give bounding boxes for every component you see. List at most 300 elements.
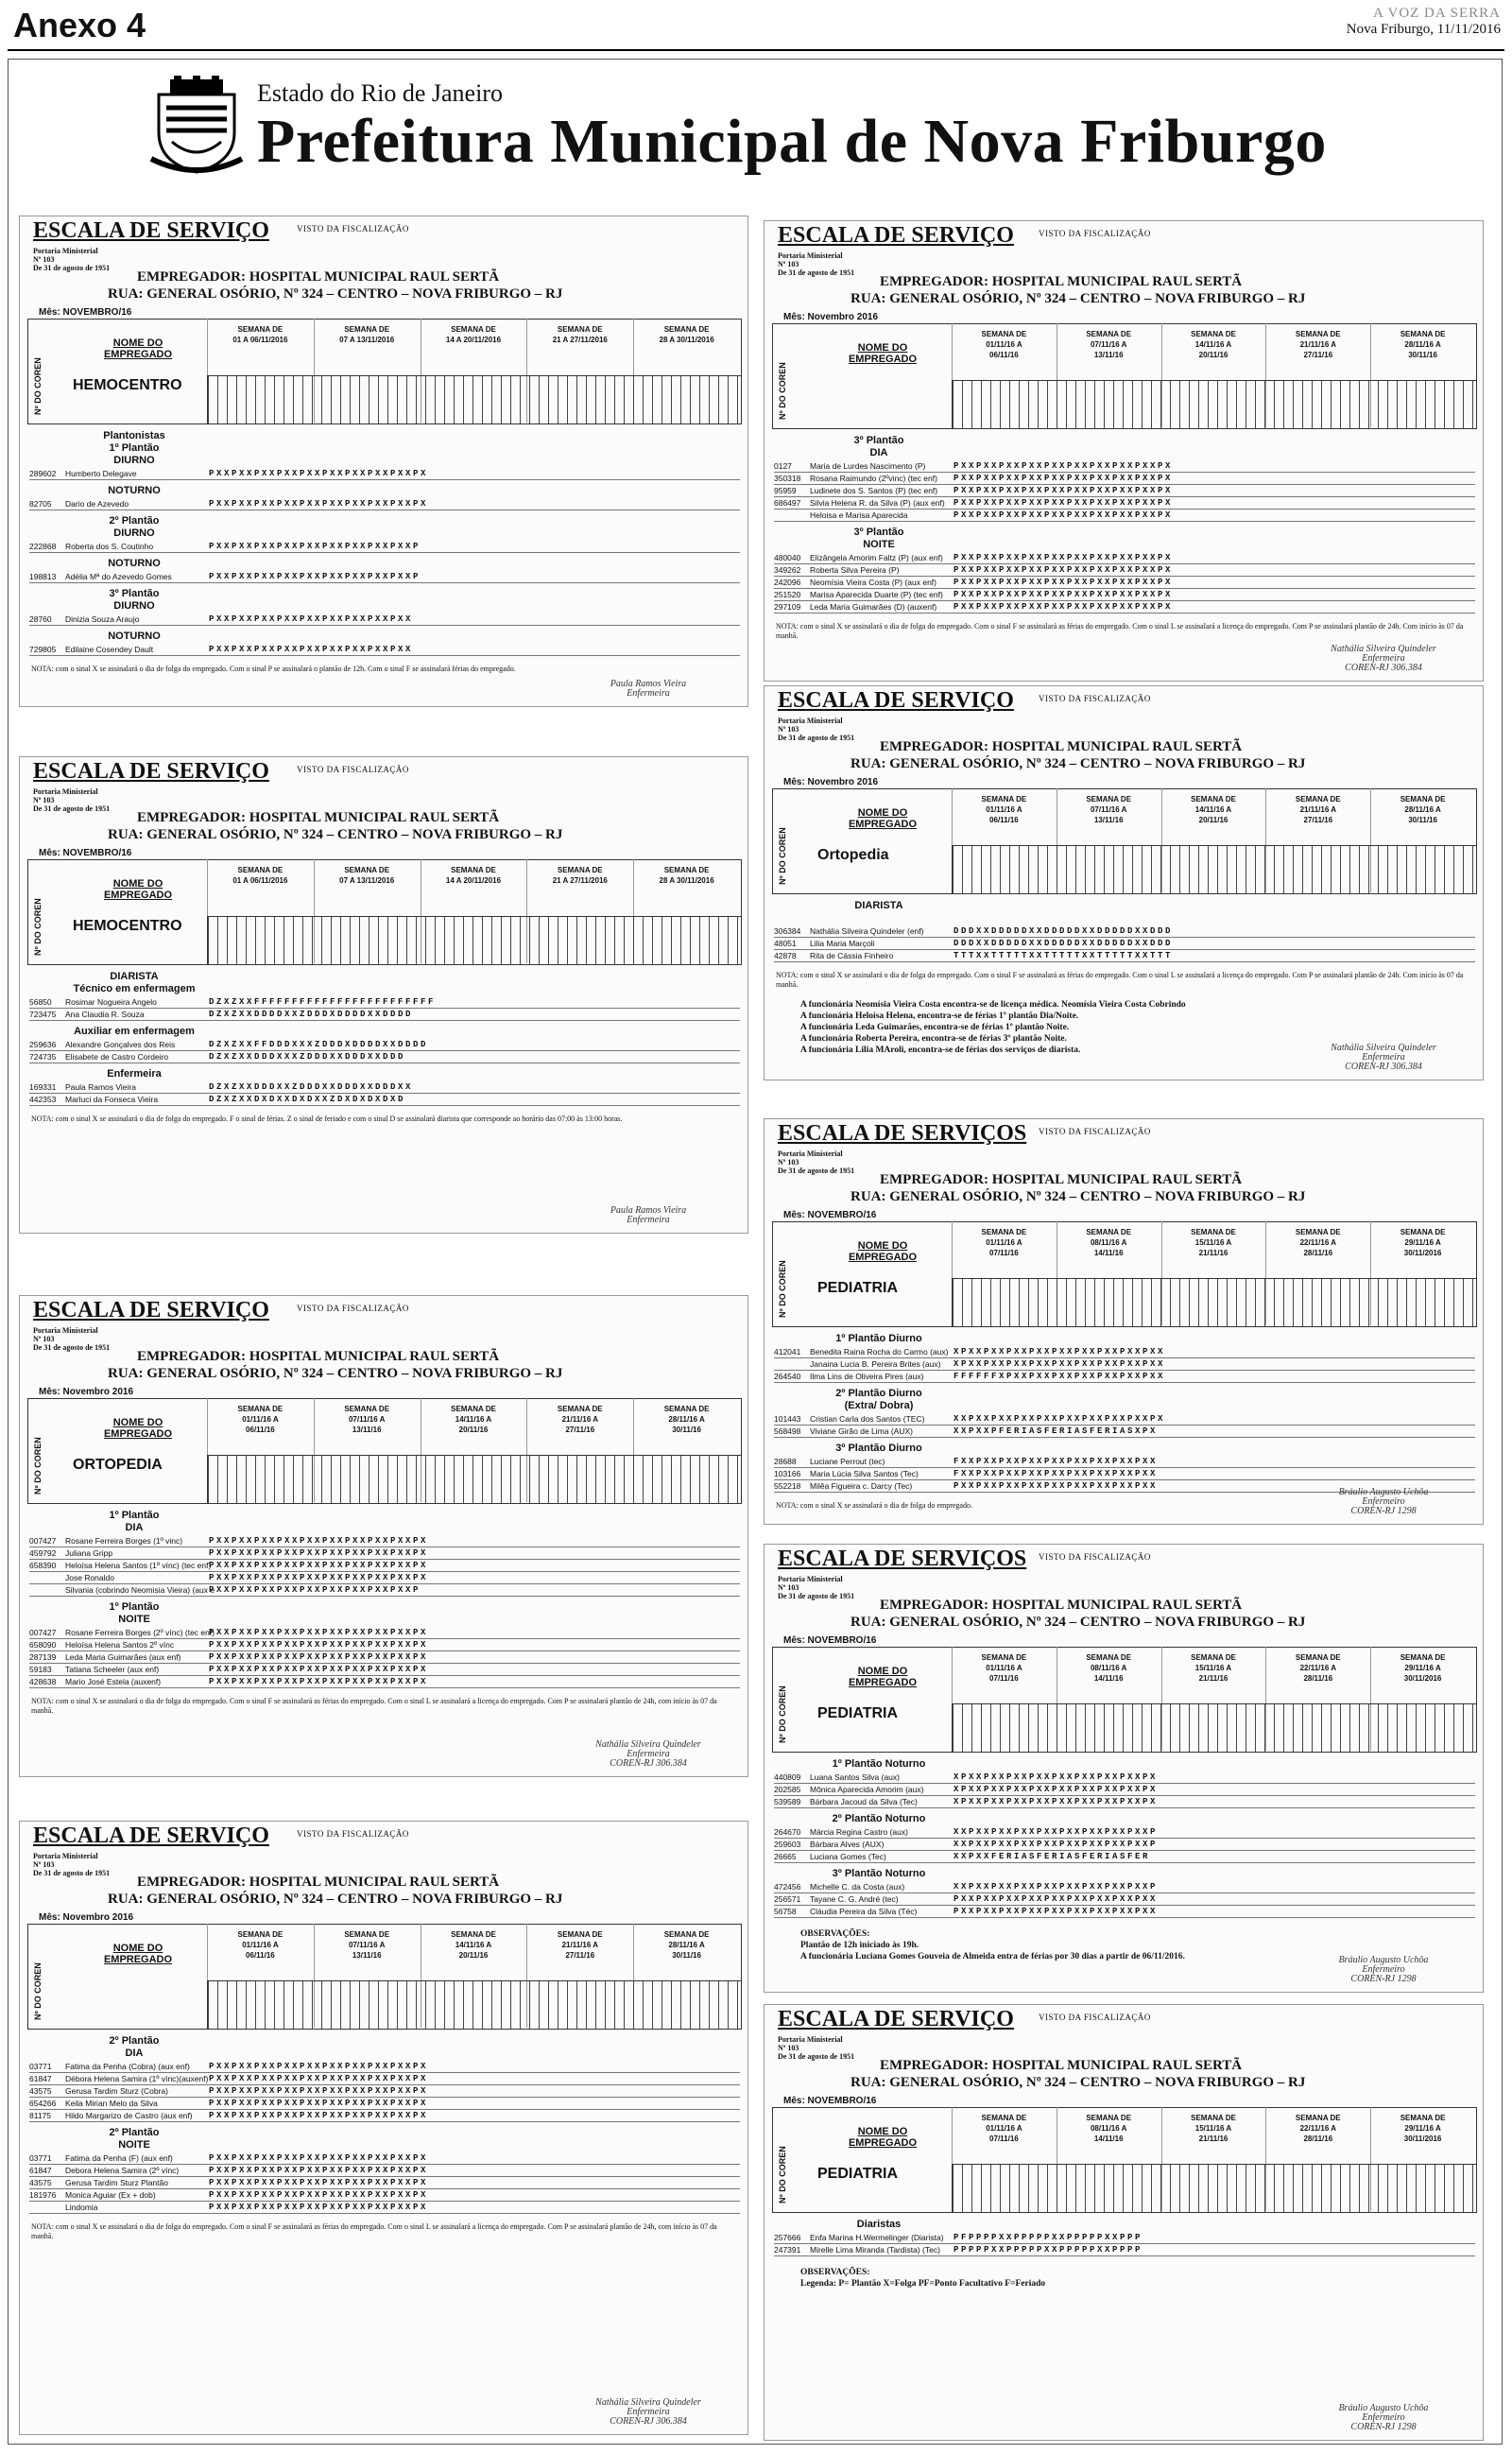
schedule-sheet-hemocentro-plantao bbox=[19, 216, 748, 707]
shift-label: 2º Plantão Noturno bbox=[832, 1813, 926, 1824]
employee-name: Nathália Silveira Quindeler (enf) bbox=[810, 926, 924, 936]
table-row bbox=[29, 2178, 740, 2189]
employee-name: Adélia Mª do Azevedo Gomes bbox=[65, 572, 172, 581]
month-label: Mês: NOVEMBRO/16 bbox=[783, 1635, 877, 1646]
week-header: SEMANA DE 28/11/16 A 30/11/16 bbox=[663, 1405, 710, 1434]
day-header-grid bbox=[952, 2164, 1477, 2213]
table-row bbox=[774, 1772, 1475, 1784]
employee-name: Rita de Cássia Finheiro bbox=[810, 951, 894, 960]
table-row bbox=[29, 499, 740, 510]
schedule-marks: PXXPXXPXXPXXPXXPXXPXXPXXPXXPX bbox=[954, 602, 1174, 612]
coren-number: 259603 bbox=[774, 1840, 801, 1849]
employee-name: Gerusa Tardim Sturz (Cobra) bbox=[65, 2086, 168, 2096]
employee-name-header: NOME DO EMPREGADO bbox=[103, 337, 173, 360]
week-header: SEMANA DE 22/11/16 A 28/11/16 bbox=[1295, 1228, 1341, 1257]
shift-label: 2º Plantão Diurno (Extra/ Dobra) bbox=[835, 1388, 922, 1411]
sheet-title: ESCALA DE SERVIÇO bbox=[33, 218, 269, 243]
schedule-sheet-pediatria-diaristas bbox=[764, 2004, 1484, 2441]
visto-label: VISTO DA FISCALIZAÇÃO bbox=[1039, 1552, 1151, 1562]
employee-name: Maria de Lurdes Nascimento (P) bbox=[810, 461, 926, 471]
visto-label: VISTO DA FISCALIZAÇÃO bbox=[297, 224, 409, 233]
employee-name-header: NOME DO EMPREGADO bbox=[848, 1666, 918, 1688]
schedule-marks: XPXXPXXPXXPXXPXXPXXPXXPXXPXX bbox=[954, 1347, 1166, 1357]
week-header: SEMANA DE 01/11/16 A 06/11/16 bbox=[981, 795, 1027, 824]
department-name: ORTOPEDIA bbox=[73, 1457, 163, 1473]
employee-name: Edilaine Cosendey Dault bbox=[65, 645, 154, 654]
visto-label: VISTO DA FISCALIZAÇÃO bbox=[1039, 694, 1151, 703]
schedule-marks: PXXPXXPXXPXXPXXPXXPXXPXXPXXPX bbox=[954, 590, 1174, 599]
week-header: SEMANA DE 15/11/16 A 21/11/16 bbox=[1191, 1653, 1236, 1683]
month-label: Mês: Novembro 2016 bbox=[783, 312, 879, 322]
week-header: SEMANA DE 07/11/16 A 13/11/16 bbox=[1086, 795, 1132, 824]
schedule-marks: PXXPXXPXXPXXPXXPXXPXXPXXPXXPX bbox=[209, 2203, 429, 2212]
sheet-title: ESCALA DE SERVIÇO bbox=[33, 759, 269, 784]
schedule-sheet-ortopedia-dia bbox=[764, 220, 1484, 682]
table-row bbox=[774, 1359, 1475, 1371]
coren-number: 198813 bbox=[29, 572, 57, 581]
coren-column-label: Nº DO COREN bbox=[778, 1685, 787, 1743]
employee-name: Debora Helena Samira (2º vínc) bbox=[65, 2166, 180, 2175]
table-row bbox=[29, 2203, 740, 2214]
employee-name: Fatima da Penha (F) (aux enf) bbox=[65, 2153, 173, 2163]
schedule-marks: DZXZXXDDDXXXZDDDXXDDDXXDDD bbox=[209, 1052, 406, 1062]
shift-label: 1º Plantão NOITE bbox=[109, 1601, 160, 1625]
schedule-marks: XXPXXPFERIASFERIASFERIASXPX bbox=[954, 1426, 1159, 1436]
employee-name: Alexandre Gonçalves dos Reis bbox=[65, 1040, 176, 1049]
coren-number: 658090 bbox=[29, 1640, 57, 1650]
schedule-marks: XPXXPXXPXXPXXPXXPXXPXXPXXPX bbox=[954, 1797, 1159, 1806]
table-row bbox=[29, 1082, 740, 1094]
table-row bbox=[774, 1457, 1475, 1468]
schedule-marks: PXXPXXPXXPXXPXXPXXPXXPXXPXXPX bbox=[954, 578, 1174, 587]
schedule-marks: PXXPXXPXXPXXPXXPXXPXXPXXPXX bbox=[954, 1894, 1159, 1904]
schedule-marks: FFFFFFXPXXPXXPXXPXXPXXPXXPXX bbox=[954, 1372, 1166, 1381]
schedule-marks: PXXPXXPXXPXXPXXPXXPXXPXXPXXPX bbox=[209, 1665, 429, 1674]
week-header: SEMANA DE 28/11/16 A 30/11/16 bbox=[1400, 330, 1446, 359]
employee-name: Bárbara Jacoud da Silva (Tec) bbox=[810, 1797, 918, 1806]
employee-name: Mônica Aparecida Amorim (aux) bbox=[810, 1785, 924, 1794]
address-line: RUA: GENERAL OSÓRIO, Nº 324 – CENTRO – NOVA FRIBURGO – RJ bbox=[108, 1892, 563, 1907]
employee-name: Silvania (cobrindo Neomisia Vieira) (aux e bbox=[65, 1585, 215, 1595]
schedule-marks: PXXPXXPXXPXXPXXPXXPXXPXXPXXPX bbox=[954, 461, 1174, 471]
week-header: SEMANA DE 07/11/16 A 13/11/16 bbox=[344, 1405, 390, 1434]
portaria-text: Portaria Ministerial Nº 103 De 31 de agosto de 1951 bbox=[778, 717, 855, 742]
schedule-marks: DDDXXDDDDDXXDDDDDXXDDDDDXXDDD bbox=[954, 939, 1174, 948]
month-label: Mês: NOVEMBRO/16 bbox=[39, 307, 132, 318]
employee-name: Janaina Lucia B. Pereira Brites (aux) bbox=[810, 1359, 941, 1369]
coren-number: 48051 bbox=[774, 939, 797, 948]
table-row bbox=[29, 1040, 740, 1051]
schedule-marks: PXXPXXPXXPXXPXXPXXPXXPXXPXXPX bbox=[209, 2086, 429, 2096]
coren-number: 61847 bbox=[29, 2166, 52, 2175]
week-header: SEMANA DE 01/11/16 A 06/11/16 bbox=[237, 1930, 284, 1960]
sheet-title: ESCALA DE SERVIÇO bbox=[778, 688, 1014, 713]
table-row bbox=[774, 1347, 1475, 1358]
sheet-title: ESCALA DE SERVIÇO bbox=[33, 1298, 269, 1322]
publication-date: Nova Friburgo, 11/11/2016 bbox=[1346, 22, 1501, 37]
day-header-grid bbox=[207, 1980, 742, 2030]
table-row bbox=[29, 614, 740, 626]
schedule-marks: PXXPXXPXXPXXPXXPXXPXXPXXPXXPX bbox=[209, 1548, 429, 1558]
schedule-marks: PXXPXXPXXPXXPXXPXXPXXPXXPXXPX bbox=[209, 2111, 429, 2120]
schedule-marks: PXXPXXPXXPXXPXXPXXPXXPXXPXXPX bbox=[209, 2153, 429, 2163]
table-row bbox=[29, 469, 740, 480]
employee-name: Paula Ramos Vieira bbox=[65, 1082, 136, 1092]
coren-column-label: Nº DO COREN bbox=[778, 362, 787, 420]
schedule-marks: PXXPXXPXXPXXPXXPXXPXXPXXPXXPX bbox=[209, 1652, 429, 1662]
schedule-marks: PXXPXXPXXPXXPXXPXXPXXPXXPXXPX bbox=[209, 2099, 429, 2108]
employee-name: Heloísa Helena Santos (1º vínc) (tec enf) bbox=[65, 1561, 212, 1570]
week-header: SEMANA DE 14/11/16 A 20/11/16 bbox=[451, 1405, 496, 1434]
footnote: NOTA: com o sinal X se assinalará o dia de folga do empregado. Com o sinal P se assinalará o plantão de 12h. Com o sinal F se assinalará férias do empregado. bbox=[31, 665, 516, 673]
table-row bbox=[29, 1573, 740, 1584]
department-name: PEDIATRIA bbox=[817, 1280, 899, 1296]
coren-number: 251520 bbox=[774, 590, 801, 599]
week-header: SEMANA DE 01 A 06/11/2016 bbox=[232, 325, 288, 344]
state-name: Estado do Rio de Janeiro bbox=[257, 79, 503, 107]
schedule-marks: XXPXXPXXPXXPXXPXXPXXPXXPXXP bbox=[954, 1840, 1159, 1849]
week-header: SEMANA DE 01/11/16 A 07/11/16 bbox=[981, 2114, 1027, 2143]
sheet-title: ESCALA DE SERVIÇO bbox=[778, 2007, 1014, 2031]
employee-name: Rosana Raimundo (2ºvinc) (tec enf) bbox=[810, 474, 937, 483]
visto-label: VISTO DA FISCALIZAÇÃO bbox=[1039, 2013, 1151, 2022]
employee-name: Enfa Marina H.Wermelinger (Diarista) bbox=[810, 2233, 944, 2242]
week-header: SEMANA DE 21/11/16 A 27/11/16 bbox=[1295, 795, 1341, 824]
schedule-marks: PXXPXXPXXPXXPXXPXXPXXPXXPXX bbox=[209, 614, 414, 624]
signature-stamp: Nathália Silveira Quindeler Enfermeira COREN-RJ 306.384 bbox=[1331, 1043, 1436, 1072]
week-header: SEMANA DE 08/11/16 A 14/11/16 bbox=[1086, 1653, 1132, 1683]
employee-name: Cristian Carla dos Santos (TEC) bbox=[810, 1414, 925, 1424]
coren-number: 686497 bbox=[774, 498, 801, 508]
schedule-marks: PXXPXXPXXPXXPXXPXXPXXPXXPXXPX bbox=[209, 2166, 429, 2175]
coren-number: 724735 bbox=[29, 1052, 57, 1062]
table-row bbox=[774, 1852, 1475, 1863]
observations: A funcionária Neomísia Vieira Costa encontra-se de licença médica. Neomísia Vieira Costa Cobrindo A funcionária Heloísa Helena, encontra-se de férias 1º plantão Dia/Noite. A funcionária Leda Guimarães, encontra-se de férias 1º plantão Noite. A funcionária Roberta Pereira, encontra-se de férias 3º plantão Noite. A funcionária Lilia MAroli, encontra-se de férias dos serviços de diarista. bbox=[800, 1000, 1186, 1055]
schedule-marks: DZXZXXDDDXXZDDDXXDDDXXDDDXX bbox=[209, 1082, 414, 1092]
employee-name: Maria Lúcia Silva Santos (Tec) bbox=[810, 1469, 919, 1478]
schedule-sheet-hemocentro-diarista bbox=[19, 756, 748, 1234]
sheet-title: ESCALA DE SERVIÇO bbox=[778, 223, 1014, 248]
schedule-marks: PXXPXXPXXPXXPXXPXXPXXPXXPXXPX bbox=[209, 1640, 429, 1650]
table-row bbox=[29, 1010, 740, 1021]
footnote: NOTA: com o sinal X se assinalará o dia de folga do empregado. Com o sinal F se assinalará as férias do empregado. Com o sinal L se assinalará a licença do empregado. Com P se assinalará plantão de 24h, com início às 07 da manhã. bbox=[31, 2222, 717, 2240]
table-row bbox=[29, 645, 740, 656]
schedule-marks: PXXPXXPXXPXXPXXPXXPXXPXXPXXPX bbox=[954, 510, 1174, 520]
employee-name: Michelle C. da Costa (aux) bbox=[810, 1882, 905, 1892]
coren-number: 306384 bbox=[774, 926, 801, 936]
table-row bbox=[29, 1665, 740, 1676]
address-line: RUA: GENERAL OSÓRIO, Nº 324 – CENTRO – NOVA FRIBURGO – RJ bbox=[850, 2075, 1306, 2090]
employer-line: EMPREGADOR: HOSPITAL MUNICIPAL RAUL SERTÃ bbox=[880, 739, 1243, 754]
table-row bbox=[774, 590, 1475, 601]
coren-number: 654266 bbox=[29, 2099, 57, 2108]
table-row bbox=[774, 1469, 1475, 1480]
footnote: NOTA: com o sinal X se assinalará o dia de folga do empregado. Com o sinal F se assinalará as férias do empregado. Com o sinal L se assinalará a licença do empregado. Com P se assinalará plantão de 24h. Com início às 07 da manhã. bbox=[776, 971, 1464, 989]
schedule-marks: PXXPXXPXXPXXPXXPXXPXXPXXPXXPX bbox=[209, 1561, 429, 1570]
week-header: SEMANA DE 28 A 30/11/2016 bbox=[659, 866, 714, 885]
schedule-marks: DDDXXDDDDDXXDDDDDXXDDDDDXXDDD bbox=[954, 926, 1174, 936]
table-row bbox=[774, 2245, 1475, 2256]
coren-number: 440809 bbox=[774, 1772, 801, 1782]
coren-number: 552218 bbox=[774, 1481, 801, 1491]
coren-number: 247391 bbox=[774, 2245, 801, 2255]
shift-label: 3º Plantão Noturno bbox=[832, 1868, 926, 1879]
employee-name-header: NOME DO EMPREGADO bbox=[848, 2126, 918, 2149]
signature-stamp: Bráulio Augusto Uchôa Enfermeiro COREN-RJ 1298 bbox=[1338, 1955, 1429, 1984]
week-header: SEMANA DE 29/11/16 A 30/11/2016 bbox=[1400, 2114, 1446, 2143]
coren-number: 61847 bbox=[29, 2074, 52, 2083]
day-header-grid bbox=[207, 375, 742, 424]
sheet-title: ESCALA DE SERVIÇOS bbox=[778, 1547, 1027, 1571]
shift-label: Auxiliar em enfermagem bbox=[74, 1026, 195, 1037]
week-header: SEMANA DE 07/11/16 A 13/11/16 bbox=[1086, 330, 1132, 359]
week-header: SEMANA DE 21/11/16 A 27/11/16 bbox=[557, 1930, 603, 1960]
employee-name: Humberto Delegave bbox=[65, 469, 137, 478]
employee-name: Monica Aguiar (Ex + dob) bbox=[65, 2190, 156, 2200]
employee-name: Juliana Gripp bbox=[65, 1548, 113, 1558]
table-row bbox=[774, 1827, 1475, 1839]
coren-number: 103166 bbox=[774, 1469, 801, 1478]
employee-name: Rosimar Nogueira Angelo bbox=[65, 997, 157, 1007]
shift-label: NOTURNO bbox=[108, 485, 161, 496]
schedule-marks: DZXZXXDDDDXXZDDDXDDDDXXDDDD bbox=[209, 1010, 414, 1019]
week-header: SEMANA DE 28/11/16 A 30/11/16 bbox=[663, 1930, 710, 1960]
table-row bbox=[29, 2074, 740, 2085]
schedule-marks: DZXZXXFFFFFFFFFFFFFFFFFFFFFFFF bbox=[209, 997, 437, 1007]
observations: OBSERVAÇÕES: Legenda: P= Plantão X=Folga PF=Ponto Facultativo F=Feriado bbox=[800, 2268, 1046, 2289]
employee-name: Bárbara Alves (AUX) bbox=[810, 1840, 885, 1849]
table-row bbox=[774, 474, 1475, 485]
schedule-marks: FXXPXXPXXPXXPXXPXXPXXPXXPXX bbox=[954, 1457, 1159, 1466]
coren-number: 539589 bbox=[774, 1797, 801, 1806]
week-header: SEMANA DE 01/11/16 A 06/11/16 bbox=[237, 1405, 284, 1434]
coren-number: 03771 bbox=[29, 2062, 52, 2071]
employee-name: Ilma Lins de Oliveira Pires (aux) bbox=[810, 1372, 924, 1381]
employee-name: Dinizia Souza Araujo bbox=[65, 614, 140, 624]
sub-heading: DIARISTA bbox=[854, 900, 903, 911]
coren-number: 350318 bbox=[774, 474, 801, 483]
coren-number: 59183 bbox=[29, 1665, 52, 1674]
month-label: Mês: NOVEMBRO/16 bbox=[783, 2096, 877, 2106]
footnote: NOTA: com o sinal X se assinalará o dia de folga do empregado. Com o sinal F se assinalará as férias do empregado. Com o sinal L se assinalará a licença do empregado. Com P se assinalará plantão de 24h, com início às 07 da manhã. bbox=[31, 1697, 717, 1715]
page-header bbox=[0, 0, 1512, 49]
table-row bbox=[29, 1640, 740, 1651]
shift-label: NOTURNO bbox=[108, 558, 161, 569]
schedule-marks: PXXPXXPXXPXXPXXPXXPXXPXXPXXPX bbox=[209, 1628, 429, 1637]
schedule-marks: XPXXPXXPXXPXXPXXPXXPXXPXXPXX bbox=[954, 1359, 1166, 1369]
coren-column-label: Nº DO COREN bbox=[778, 1260, 787, 1318]
coren-column-label: Nº DO COREN bbox=[33, 1437, 43, 1495]
month-label: Mês: Novembro 2016 bbox=[39, 1912, 134, 1923]
coren-number: 95959 bbox=[774, 486, 797, 495]
coren-number: 459792 bbox=[29, 1548, 57, 1558]
employer-line: EMPREGADOR: HOSPITAL MUNICIPAL RAUL SERTÃ bbox=[137, 810, 500, 825]
table-row bbox=[774, 1882, 1475, 1893]
employee-name: Débora Helena Samira (1º vínc)(auxenf) bbox=[65, 2074, 209, 2083]
month-label: Mês: NOVEMBRO/16 bbox=[39, 848, 132, 858]
schedule-marks: PXXPXXPXXPXXPXXPXXPXXPXXPXXP bbox=[209, 542, 421, 551]
coren-column-label: Nº DO COREN bbox=[33, 357, 43, 415]
employee-name: Lilia Maria Marçoli bbox=[810, 939, 875, 948]
schedule-marks: XXPXXPXXPXXPXXPXXPXXPXXPXXP bbox=[954, 1827, 1159, 1837]
portaria-text: Portaria Ministerial Nº 103 De 31 de agosto de 1951 bbox=[778, 2035, 855, 2061]
signature-stamp: Nathália Silveira Quindeler Enfermeira COREN-RJ 306.384 bbox=[595, 2397, 701, 2427]
week-header: SEMANA DE 01 A 06/11/2016 bbox=[232, 866, 288, 885]
shift-label: 3º Plantão NOITE bbox=[853, 527, 904, 550]
municipal-crest-icon bbox=[149, 76, 244, 174]
portaria-text: Portaria Ministerial Nº 103 De 31 de agosto de 1951 bbox=[778, 251, 855, 277]
coren-number: 26665 bbox=[774, 1852, 797, 1861]
coren-number: 007427 bbox=[29, 1628, 57, 1637]
sheet-title: ESCALA DE SERVIÇO bbox=[33, 1823, 269, 1848]
coren-number: 287139 bbox=[29, 1652, 57, 1662]
address-line: RUA: GENERAL OSÓRIO, Nº 324 – CENTRO – NOVA FRIBURGO – RJ bbox=[850, 1189, 1306, 1204]
coren-number: 264540 bbox=[774, 1372, 801, 1381]
schedule-sheet-ortopedia-2 bbox=[19, 1821, 748, 2435]
visto-label: VISTO DA FISCALIZAÇÃO bbox=[1039, 1127, 1151, 1136]
schedule-marks: DZXZXXFFDDDXXXZDDDXDDDDXXDDDD bbox=[209, 1040, 429, 1049]
coren-column-label: Nº DO COREN bbox=[778, 2146, 787, 2203]
coren-column-label: Nº DO COREN bbox=[778, 827, 787, 885]
visto-label: VISTO DA FISCALIZAÇÃO bbox=[297, 1304, 409, 1313]
shift-label: 1º Plantão Noturno bbox=[832, 1758, 926, 1770]
schedule-marks: FXXPXXPXXPXXPXXPXXPXXPXXPXX bbox=[954, 1469, 1159, 1478]
employee-name: Elisabete de Castro Cordeiro bbox=[65, 1052, 169, 1062]
employer-line: EMPREGADOR: HOSPITAL MUNICIPAL RAUL SERTÃ bbox=[880, 1598, 1243, 1613]
shift-label: 2º Plantão DIA bbox=[109, 2035, 160, 2059]
table-row bbox=[29, 2190, 740, 2202]
employee-name: Milêa Figueira c. Darcy (Tec) bbox=[810, 1481, 913, 1491]
coren-number: 412041 bbox=[774, 1347, 801, 1357]
portaria-text: Portaria Ministerial Nº 103 De 31 de agosto de 1951 bbox=[33, 1852, 111, 1877]
coren-number: 256571 bbox=[774, 1894, 801, 1904]
week-header: SEMANA DE 01/11/16 A 07/11/16 bbox=[981, 1653, 1027, 1683]
month-label: Mês: Novembro 2016 bbox=[783, 777, 879, 787]
month-label: Mês: NOVEMBRO/16 bbox=[783, 1210, 877, 1220]
signature-stamp: Nathália Silveira Quindeler Enfermeira COREN-RJ 306.384 bbox=[1331, 644, 1436, 673]
table-row bbox=[29, 1585, 740, 1597]
employee-name-header: NOME DO EMPREGADO bbox=[848, 807, 918, 830]
shift-label: 2º Plantão NOITE bbox=[109, 2127, 160, 2151]
employee-name: Marisa Aparecida Duarte (P) (tec enf) bbox=[810, 590, 943, 599]
table-row bbox=[774, 939, 1475, 950]
employer-line: EMPREGADOR: HOSPITAL MUNICIPAL RAUL SERTÃ bbox=[880, 2058, 1243, 2073]
annex-label: Anexo 4 bbox=[13, 6, 146, 44]
coren-number: 28760 bbox=[29, 614, 52, 624]
employee-name: Rosane Ferreira Borges (2º vínc) (tec enf) bbox=[65, 1628, 215, 1637]
visto-label: VISTO DA FISCALIZAÇÃO bbox=[297, 765, 409, 774]
coren-number: 181976 bbox=[29, 2190, 57, 2200]
portaria-text: Portaria Ministerial Nº 103 De 31 de agosto de 1951 bbox=[33, 247, 111, 272]
table-row bbox=[29, 997, 740, 1009]
coren-number: 82705 bbox=[29, 499, 52, 509]
coren-number: 03771 bbox=[29, 2153, 52, 2163]
employee-name: Hildo Margarizo de Castro (aux enf) bbox=[65, 2111, 193, 2120]
schedule-marks: PXXPXXPXXPXXPXXPXXPXXPXXPXXPX bbox=[209, 2074, 429, 2083]
portaria-text: Portaria Ministerial Nº 103 De 31 de agosto de 1951 bbox=[33, 1326, 111, 1352]
schedule-marks: PXXPXXPXXPXXPXXPXXPXXPXXPXXPX bbox=[209, 499, 429, 509]
employee-name: Silvia Helena R. da Silva (P) (aux enf) bbox=[810, 498, 945, 508]
table-row bbox=[774, 1414, 1475, 1426]
table-row bbox=[774, 951, 1475, 962]
employee-name: Heloísa Helena Santos 2º vínc bbox=[65, 1640, 175, 1650]
employee-name: Luciana Gomes (Tec) bbox=[810, 1852, 886, 1861]
employer-line: EMPREGADOR: HOSPITAL MUNICIPAL RAUL SERTÃ bbox=[137, 1349, 500, 1364]
table-row bbox=[774, 498, 1475, 510]
employer-line: EMPREGADOR: HOSPITAL MUNICIPAL RAUL SERTÃ bbox=[880, 274, 1243, 289]
schedule-sheet-pediatria-noturno bbox=[764, 1544, 1484, 1993]
shift-label: Plantonistas 1º Plantão DIURNO bbox=[103, 430, 165, 466]
employer-line: EMPREGADOR: HOSPITAL MUNICIPAL RAUL SERTÃ bbox=[137, 269, 500, 285]
observations: OBSERVAÇÕES: Plantão de 12h iniciado às 19h. A funcionária Luciana Gomes Gouveia de Almeida entra de férias por 30 dias a partir de 06/11/2016. bbox=[800, 1929, 1185, 1961]
week-header: SEMANA DE 14/11/16 A 20/11/16 bbox=[1191, 330, 1236, 359]
coren-number: 222868 bbox=[29, 542, 57, 551]
schedule-sheet-ortopedia-diarista bbox=[764, 685, 1484, 1080]
coren-number: 349262 bbox=[774, 565, 801, 575]
coren-number: 289602 bbox=[29, 469, 57, 478]
coren-number: 56758 bbox=[774, 1907, 797, 1916]
coren-column-label: Nº DO COREN bbox=[33, 898, 43, 956]
schedule-marks: PXXPXXPXXPXXPXXPXXPXXPXXPXXPX bbox=[954, 474, 1174, 483]
week-header: SEMANA DE 14/11/16 A 20/11/16 bbox=[451, 1930, 496, 1960]
employee-name: Mario José Estela (auxenf) bbox=[65, 1677, 162, 1686]
address-line: RUA: GENERAL OSÓRIO, Nº 324 – CENTRO – NOVA FRIBURGO – RJ bbox=[850, 1615, 1306, 1630]
coren-number: 259636 bbox=[29, 1040, 57, 1049]
department-name: Ortopedia bbox=[817, 847, 889, 863]
coren-number: 658390 bbox=[29, 1561, 57, 1570]
week-header: SEMANA DE 21/11/16 A 27/11/16 bbox=[1295, 330, 1341, 359]
table-row bbox=[774, 1907, 1475, 1918]
address-line: RUA: GENERAL OSÓRIO, Nº 324 – CENTRO – NOVA FRIBURGO – RJ bbox=[108, 827, 563, 842]
week-header: SEMANA DE 28/11/16 A 30/11/16 bbox=[1400, 795, 1446, 824]
footnote: NOTA: com o sinal X se assinalará o dia de folga do empregado. F o sinal de férias. Z o sinal de feriado e com o sinal D se assinalará diarista que corresponde ao horário das 07:00 às 13:00 horas. bbox=[31, 1115, 623, 1123]
department-name: HEMOCENTRO bbox=[73, 377, 182, 393]
table-row bbox=[29, 1536, 740, 1547]
signature-stamp: Bráulio Augusto Uchôa Enfermeiro COREN-RJ 1298 bbox=[1338, 2403, 1429, 2432]
coren-number: 264670 bbox=[774, 1827, 801, 1837]
header-rule bbox=[8, 49, 1504, 51]
table-row bbox=[774, 486, 1475, 497]
table-row bbox=[774, 565, 1475, 577]
coren-number: 42878 bbox=[774, 951, 797, 960]
week-header: SEMANA DE 14/11/16 A 20/11/16 bbox=[1191, 795, 1236, 824]
publication-name: A VOZ DA SERRA bbox=[1373, 6, 1501, 21]
address-line: RUA: GENERAL OSÓRIO, Nº 324 – CENTRO – NOVA FRIBURGO – RJ bbox=[108, 1366, 563, 1381]
week-header: SEMANA DE 29/11/16 A 30/11/2016 bbox=[1400, 1228, 1446, 1257]
portaria-text: Portaria Ministerial Nº 103 De 31 de agosto de 1951 bbox=[778, 1575, 855, 1600]
coren-number: 257666 bbox=[774, 2233, 801, 2242]
table-row bbox=[774, 1840, 1475, 1851]
shift-label: 2º Plantão DIURNO bbox=[109, 515, 160, 539]
employee-name: Jose Ronaldo bbox=[65, 1573, 114, 1582]
employee-name: Luana Santos Silva (aux) bbox=[810, 1772, 900, 1782]
month-label: Mês: Novembro 2016 bbox=[39, 1387, 134, 1397]
schedule-marks: XXPXXPXXPXXPXXPXXPXXPXXPXXP bbox=[954, 1882, 1159, 1892]
portaria-text: Portaria Ministerial Nº 103 De 31 de agosto de 1951 bbox=[778, 1149, 855, 1175]
schedule-marks: TTTXXTTTTTXXTTTTTXXTTTTTXXTTT bbox=[954, 951, 1174, 960]
shift-label: Diaristas bbox=[856, 2219, 902, 2230]
signature-stamp: Bráulio Augusto Uchôa Enfermeiro COREN-RJ 1298 bbox=[1338, 1487, 1429, 1516]
employee-name: Gerusa Tardim Sturz Plantão bbox=[65, 2178, 168, 2187]
coren-number: 81175 bbox=[29, 2111, 52, 2120]
schedule-marks: XPXXPXXPXXPXXPXXPXXPXXPXXPX bbox=[954, 1772, 1159, 1782]
week-header: SEMANA DE 01/11/16 A 06/11/16 bbox=[981, 330, 1027, 359]
schedule-marks: PXXPXXPXXPXXPXXPXXPXXPXXPXXPX bbox=[954, 553, 1174, 562]
portaria-text: Portaria Ministerial Nº 103 De 31 de agosto de 1951 bbox=[33, 787, 111, 813]
employee-name: Roberta dos S. Coutinho bbox=[65, 542, 154, 551]
employee-name: Cláudia Pereira da Silva (Téc) bbox=[810, 1907, 918, 1916]
shift-label: 1º Plantão DIA bbox=[109, 1510, 160, 1533]
